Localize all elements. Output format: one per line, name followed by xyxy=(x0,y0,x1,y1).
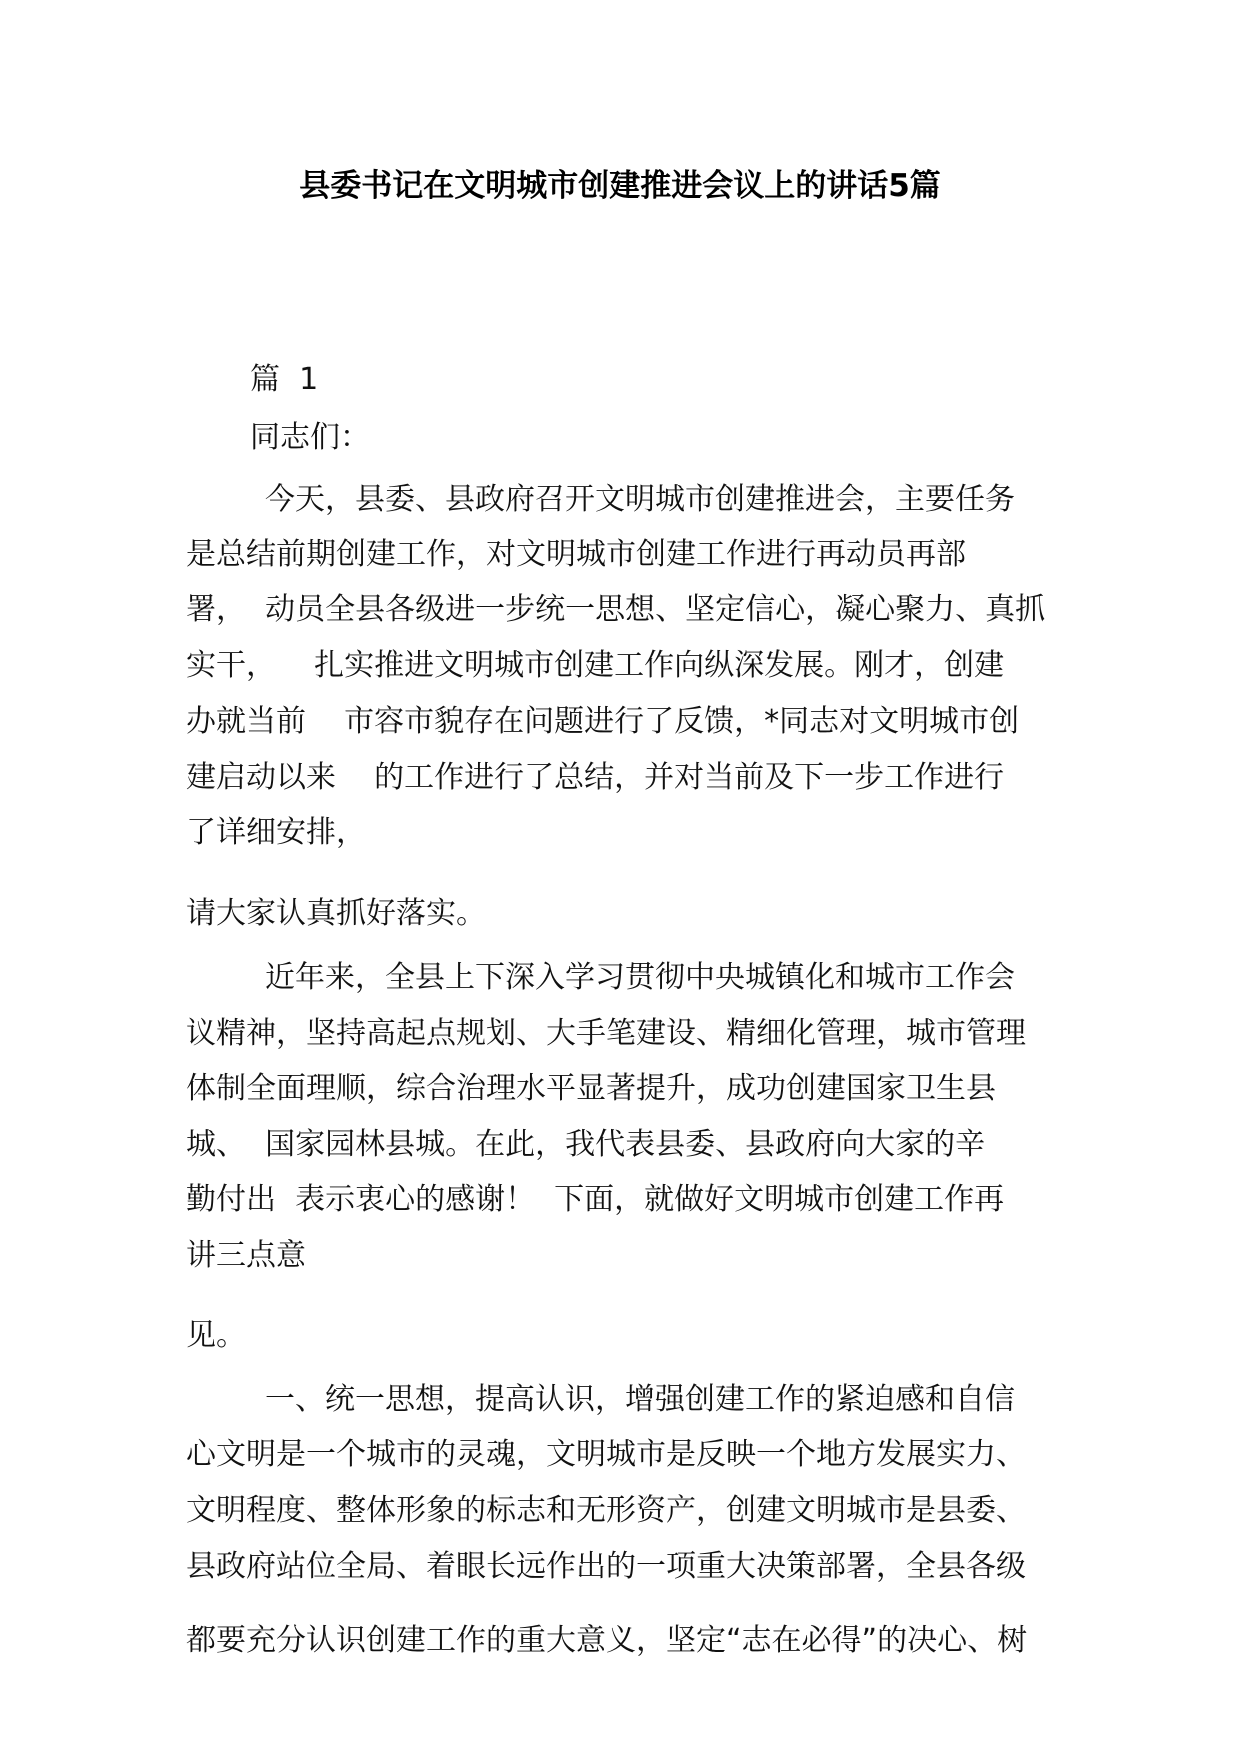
paragraph-line: 讲三点意 xyxy=(186,1238,306,1273)
paragraph-line: 心文明是一个城市的灵魂，文明城市是反映一个地方发展实力、 xyxy=(186,1437,1026,1472)
paragraph-line: 体制全面理顺，综合治理水平显著提升，成功创建国家卫生县 xyxy=(186,1071,996,1106)
section-label: 篇 1 xyxy=(250,362,319,397)
paragraph-line: 建启动以来 的工作进行了总结，并对当前及下一步工作进行 xyxy=(186,760,1005,795)
paragraph-line: 文明程度、整体形象的标志和无形资产，创建文明城市是县委、 xyxy=(186,1493,1026,1528)
paragraph-line: 议精神，坚持高起点规划、大手笔建设、精细化管理，城市管理 xyxy=(186,1016,1026,1051)
paragraph-line: 请大家认真抓好落实。 xyxy=(186,896,486,931)
paragraph-line: 实干， 扎实推进文明城市创建工作向纵深发展。刚才，创建 xyxy=(186,648,1005,683)
document-title: 县委书记在文明城市创建推进会议上的讲话5篇 xyxy=(299,168,941,204)
paragraph-line: 今天，县委、县政府召开文明城市创建推进会，主要任务 xyxy=(265,482,1015,517)
paragraph-line: 勤付出 表示衷心的感谢！ 下面，就做好文明城市创建工作再 xyxy=(186,1182,1005,1217)
paragraph-line: 县政府站位全局、着眼长远作出的一项重大决策部署，全县各级 xyxy=(186,1549,1026,1584)
paragraph-line: 了详细安排， xyxy=(186,815,366,850)
paragraph-line: 一、统一思想，提高认识，增强创建工作的紧迫感和自信 xyxy=(265,1382,1015,1417)
paragraph-line: 办就当前 市容市貌存在问题进行了反馈，*同志对文明城市创 xyxy=(186,704,1020,739)
paragraph-line: 城、 国家园林县城。在此，我代表县委、县政府向大家的辛 xyxy=(186,1127,986,1162)
paragraph-line: 是总结前期创建工作，对文明城市创建工作进行再动员再部 xyxy=(186,537,966,572)
paragraph-line: 见。 xyxy=(186,1318,246,1353)
paragraph-line: 署， 动员全县各级进一步统一思想、坚定信心，凝心聚力、真抓 xyxy=(186,592,1046,627)
paragraph-line: 都要充分认识创建工作的重大意义，坚定“志在必得”的决心、树 xyxy=(186,1623,1028,1658)
paragraph-line: 近年来，全县上下深入学习贯彻中央城镇化和城市工作会 xyxy=(265,960,1015,995)
salutation: 同志们： xyxy=(250,420,370,455)
